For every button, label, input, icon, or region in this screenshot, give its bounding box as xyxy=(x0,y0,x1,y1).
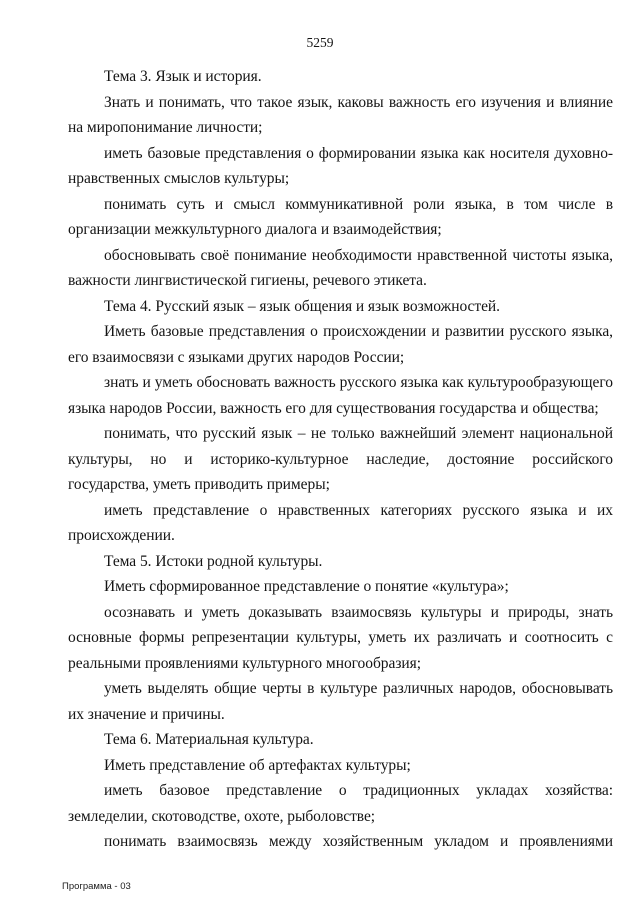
paragraph: Иметь сформированное представление о понятие «культура»; xyxy=(104,578,509,595)
paragraph: обосновывать своё понимание необходимости нравственной чистоты языка, важности лингвистической гигиены, речевого этикета. xyxy=(68,246,613,289)
paragraph: Иметь базовые представления о происхождении и развитии русского языка, его взаимосвязи с языками других народов России; xyxy=(68,323,613,366)
paragraph: иметь представление о нравственных категориях русского языка и их происхождении. xyxy=(68,501,613,544)
page-number: 5259 xyxy=(306,35,334,50)
paragraph: Иметь представление об артефактах культуры; xyxy=(104,756,411,774)
paragraph: уметь выделять общие черты в культуре различных народов, обосновывать их значение и причины. xyxy=(68,680,613,723)
paragraph: иметь базовое представление о традиционных укладах хозяйства: земледелии, скотоводстве, охоте, рыболовстве; xyxy=(68,782,613,825)
section-heading-topic-5: Тема 5. Истоки родной культуры. xyxy=(104,552,323,570)
section-heading-topic-4: Тема 4. Русский язык – язык общения и язык возможностей. xyxy=(104,297,500,315)
paragraph: знать и уметь обосновать важность русского языка как культурообразующего языка народов России, важность его для существования государства и общества; xyxy=(68,374,613,417)
paragraph: осознавать и уметь доказывать взаимосвязь культуры и природы, знать основные формы репрезентации культуры, уметь их различать и соотносить с реальными проявлениями культурного многообразия; xyxy=(68,603,613,672)
section-heading-topic-6: Тема 6. Материальная культура. xyxy=(104,731,314,748)
section-heading-topic-3: Тема 3. Язык и история. xyxy=(104,68,262,85)
document-body xyxy=(68,64,613,855)
paragraph: понимать суть и смысл коммуникативной роли языка, в том числе в организации межкультурного диалога и взаимодействия; xyxy=(68,195,613,238)
paragraph-continued: понимать взаимосвязь между хозяйственным укладом и проявлениями xyxy=(104,833,613,850)
paragraph: иметь базовые представления о формировании языка как носителя духовно-нравственных смыслов культуры; xyxy=(68,144,613,187)
footer-label: Программа - 03 xyxy=(62,881,131,892)
paragraph: Знать и понимать, что такое язык, каковы важность его изучения и влияние на миропонимание личности; xyxy=(68,93,613,136)
paragraph: понимать, что русский язык – не только важнейший элемент национальной культуры, но и историко-культурное наследие, достояние российского государства, уметь приводить примеры; xyxy=(68,425,613,493)
